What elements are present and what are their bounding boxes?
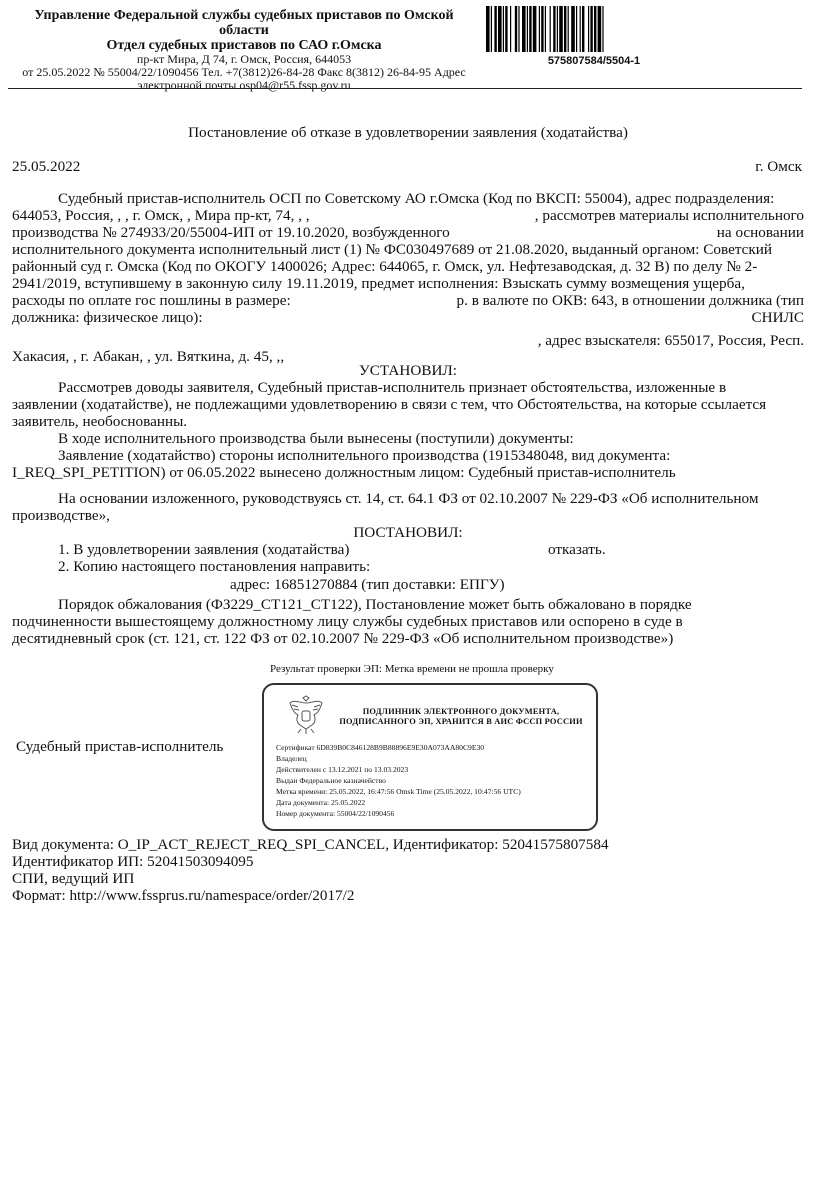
p1-line-part: , рассмотрев материалы исполнительного (534, 207, 804, 224)
issuer-header (10, 8, 478, 92)
barcode-bar (553, 6, 555, 52)
org-name-line1: Управление Федеральной службы судебных приставов по Омской (34, 8, 454, 23)
p3-line: Заявление (ходатайство) стороны исполнительного производства (1915348048, вид документа: (58, 447, 671, 464)
barcode-bar (498, 6, 502, 52)
paragraph-legal-basis (12, 490, 804, 524)
claimant-address-line: Хакасия, , г. Абакан, , ул. Вяткина, д. 45, ,, (12, 348, 285, 365)
barcode-bar (594, 6, 596, 52)
item-1-end: отказать. (548, 541, 606, 558)
footer-doc-type: Вид документа: O_IP_ACT_REJECT_REQ_SPI_CANCEL, Идентификатор: 52041575807584 (12, 836, 609, 853)
barcode-bar (494, 6, 496, 52)
barcode-number: 575807584/5504-1 (547, 55, 641, 67)
barcode-bar (564, 6, 566, 52)
claimant-address-line: , адрес взыскателя: 655017, Россия, Респ. (537, 332, 804, 349)
signer-role: Судебный пристав-исполнитель (16, 738, 224, 755)
p1-line (12, 224, 804, 241)
p1-line-part: 644053, Россия, , , г. Омск, , Мира пр-кт, 74, , , (12, 207, 310, 224)
p1-line: Судебный пристав-исполнитель ОСП по Советскому АО г.Омска (Код по ВКСП: 55004), адрес подразделения: (58, 190, 775, 207)
p1-line (12, 292, 804, 309)
barcode-bar (541, 6, 543, 52)
paragraph-findings (12, 379, 804, 481)
paragraph-appeal (12, 596, 804, 647)
stamp-title-line: ПОДЛИННИК ЭЛЕКТРОННОГО ДОКУМЕНТА, (362, 707, 560, 716)
document-city: г. Омск (755, 158, 802, 175)
p1-line: районный суд г. Омска (Код по ОКОГУ 1400026; Адрес: 644065, г. Омск, ул. Нефтезаводская, д. 32 В) по делу № 2- (12, 258, 758, 275)
barcode-bar (527, 6, 528, 52)
barcode-bar (486, 6, 490, 52)
barcode-bar (602, 6, 603, 52)
stamp-doc-number: Номер документа: 55004/22/1090456 (276, 809, 395, 818)
p2-line: Рассмотрев доводы заявителя, Судебный пристав-исполнитель признает обстоятельства, изложенные в (58, 379, 727, 396)
barcode-bar (522, 6, 526, 52)
coat-of-arms-icon (288, 695, 324, 735)
stamp-validity: Действителен с 13.12.2021 по 13.03.2023 (276, 765, 409, 774)
barcode (486, 6, 702, 52)
appeal-line: Порядок обжалования (ФЗ229_СТ121_СТ122), Постановление может быть обжаловано в порядке (58, 596, 692, 613)
stamp-title-line: ПОДПИСАННОГО ЭП, ХРАНИТСЯ В АИС ФССП РОССИИ (339, 717, 583, 726)
barcode-bar (568, 6, 569, 52)
barcode-bar (539, 6, 540, 52)
barcode-bar (491, 6, 492, 52)
p2-line: заявлении (ходатайстве), не подлежащими удовлетворению в связи с тем, что Обстоятельства, на которые ссылается (12, 396, 767, 413)
barcode-bar (598, 6, 602, 52)
paragraph-bailiff-info (12, 190, 804, 326)
barcode-bar (545, 6, 546, 52)
barcode-bar (505, 6, 507, 52)
item-1: 1. В удовлетворении заявления (ходатайства) (58, 541, 350, 558)
barcode-bar (510, 6, 511, 52)
footer-ip-id: Идентификатор ИП: 52041503094095 (12, 853, 254, 870)
p2-line: заявитель, необоснованны. (12, 413, 188, 430)
stamp-title (336, 707, 586, 727)
p3-line: I_REQ_SPI_PETITION) от 06.05.2022 вынесено должностным лицом: Судебный пристав-исполнитель (12, 464, 676, 481)
resolved-heading: ПОСТАНОВИЛ: (353, 524, 463, 541)
contacts-line2: электронной почты osp04@r55.fssp.gov.ru (137, 78, 351, 92)
p1-line-part: р. в валюте по ОКВ: 643, в отношении должника (тип (456, 292, 804, 309)
appeal-line: десятидневный срок (ст. 121, ст. 122 ФЗ от 02.10.2007 № 229-ФЗ «Об исполнительном производстве») (12, 630, 674, 647)
barcode-bar (580, 6, 581, 52)
barcode-bar (518, 6, 519, 52)
stamp-timestamp: Метка времени: 25.05.2022, 16:47:56 Omsk Time (25.05.2022, 10:47:56 UTC) (276, 787, 521, 796)
footer-spi: СПИ, ведущий ИП (12, 870, 135, 887)
p1-line-part: на основании (716, 224, 804, 241)
p1-line: 2941/2019, вступившему в законную силу 19.11.2019, предмет исполнения: Взыскать сумму возмещения ущерба, (12, 275, 745, 292)
item-2: 2. Копию настоящего постановления направить: (58, 558, 371, 575)
p3-line: В ходе исполнительного производства были вынесены (поступили) документы: (58, 430, 574, 447)
p1-line-part: должника: физическое лицо): (12, 309, 203, 326)
p4-line: На основании изложенного, руководствуясь ст. 14, ст. 64.1 ФЗ от 02.10.2007 № 229-ФЗ «Об исполнительном (58, 490, 759, 507)
signature-check-result: Результат проверки ЭП: Метка времени не прошла проверку (270, 663, 554, 675)
barcode-bar (533, 6, 537, 52)
department-address: пр-кт Мира, Д 74, г. Омск, Россия, 644053 (136, 52, 352, 66)
barcode-bar (557, 6, 558, 52)
p1-line-part: расходы по оплате гос пошлины в размере: (12, 292, 291, 309)
barcode-bar (590, 6, 592, 52)
barcode-bar (576, 6, 577, 52)
p1-line-part: СНИЛС (751, 309, 804, 326)
established-heading: УСТАНОВИЛ: (359, 362, 457, 379)
stamp-issuer: Выдан Федеральное казначейство (276, 776, 386, 785)
p1-line (12, 207, 804, 224)
barcode-bar (515, 6, 517, 52)
barcode-bar (582, 6, 584, 52)
org-name-line2: области (219, 23, 269, 38)
header-divider (8, 88, 802, 89)
p1-line (12, 309, 804, 326)
contacts-line1: от 25.05.2022 № 55004/22/1090456 Тел. +7(3812)26-84-28 Факс 8(3812) 26-84-95 Адрес (22, 65, 466, 79)
electronic-signature-stamp (262, 683, 598, 831)
p4-line: производстве», (12, 507, 110, 524)
barcode-bar (529, 6, 531, 52)
p1-line-part: производства № 274933/20/55004-ИП от 19.10.2020, возбужденного (12, 224, 450, 241)
department-name: Отдел судебных приставов по САО г.Омска (106, 38, 382, 53)
p1-line: исполнительного документа исполнительный лист (1) № ФС030497689 от 21.08.2020, выданный органом: Советский (12, 241, 773, 258)
barcode-bar (571, 6, 575, 52)
delivery-address: адрес: 16851270884 (тип доставки: ЕПГУ) (230, 576, 505, 593)
stamp-owner: Владелец (276, 754, 307, 763)
barcode-bar (559, 6, 563, 52)
document-footer (12, 836, 609, 904)
footer-format: Формат: http://www.fssprus.ru/namespace/order/2017/2 (12, 887, 355, 904)
stamp-certificate: Сертификат 6D839B0C846128B9B88896E9E30A073AA80C9E30 (276, 743, 485, 752)
barcode-bar (550, 6, 551, 52)
document-date: 25.05.2022 (12, 158, 81, 175)
document-title: Постановление об отказе в удовлетворении заявления (ходатайства) (188, 124, 628, 141)
appeal-line: подчиненности вышестоящему должностному лицу службы судебных приставов или оспорено в суде в (12, 613, 683, 630)
barcode-bar (588, 6, 589, 52)
barcode-bar (503, 6, 504, 52)
stamp-doc-date: Дата документа: 25.05.2022 (276, 798, 366, 807)
